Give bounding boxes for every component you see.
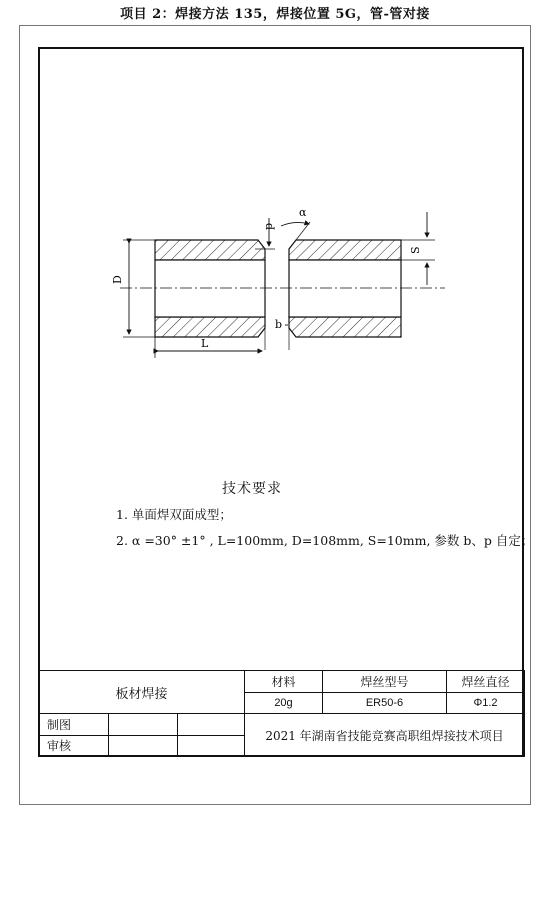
checked-name-cell <box>109 735 178 757</box>
wire-diameter-value: Φ1.2 <box>447 692 525 714</box>
left-pipe-wall-bottom <box>155 317 265 337</box>
drawing-frame <box>38 47 524 757</box>
s-label: S <box>409 246 422 254</box>
right-pipe-wall-bottom <box>289 317 401 337</box>
material-header: 材料 <box>245 671 323 693</box>
project-name: 2021 年湖南省技能竞赛高职组焊接技术项目 <box>245 714 525 757</box>
right-pipe-bore <box>289 260 401 317</box>
drawn-label: 制图 <box>39 714 109 736</box>
alpha-arc <box>281 222 309 226</box>
drawn-name-cell <box>109 714 178 736</box>
d-label: D <box>111 275 124 284</box>
alpha-label: α <box>299 206 307 219</box>
checked-date-cell <box>178 735 245 757</box>
title-block <box>38 670 525 757</box>
b-label: b <box>275 318 283 331</box>
page-title: 项目 2：焊接方法 135，焊接位置 5G，管-管对接 <box>120 7 430 22</box>
wire-model-value: ER50-6 <box>323 692 447 714</box>
l-label: L <box>201 337 209 350</box>
wire-model-header: 焊丝型号 <box>323 671 447 693</box>
wire-diameter-header: 焊丝直径 <box>447 671 525 693</box>
pipe-joint-drawing <box>95 200 455 370</box>
drawn-date-cell <box>178 714 245 736</box>
tech-requirements-title: 技术要求 <box>222 481 282 497</box>
right-pipe-wall-top <box>289 240 401 260</box>
left-pipe-wall-top <box>155 240 265 260</box>
requirement-item: 2. α =30° ±1° , L=100mm, D=108mm, S=10mm, 参数 b、p 自定； <box>116 533 534 548</box>
material-value: 20g <box>245 692 323 714</box>
title-block-name: 板材焊接 <box>39 671 245 714</box>
checked-label: 审核 <box>39 735 109 757</box>
p-label: p <box>262 222 275 230</box>
requirement-item: 1. 单面焊双面成型； <box>116 507 232 522</box>
left-pipe-bore <box>155 260 265 317</box>
